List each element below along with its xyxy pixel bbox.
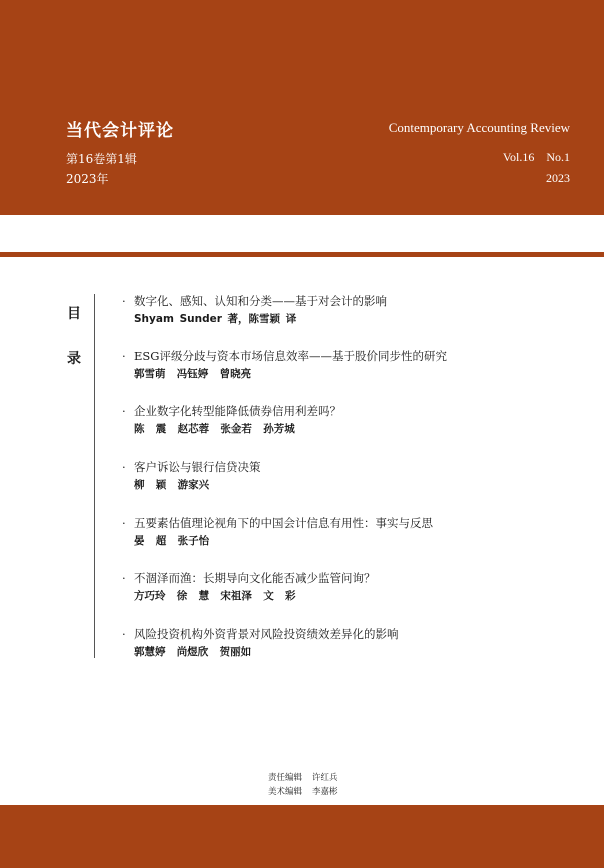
responsible-editor-name: 许红兵 [312, 773, 338, 783]
art-editor-name: 李嘉彬 [312, 787, 338, 797]
toc-item[interactable] [122, 349, 447, 381]
divider-rule [0, 252, 604, 257]
art-editor-label: 美术编辑 [268, 787, 303, 797]
article-authors: 郭雪萌 冯钰婷 曾晓亮 [134, 368, 252, 380]
article-authors: 方巧玲 徐 慧 宋祖泽 文 彩 [134, 590, 296, 602]
bullet: · [122, 571, 126, 585]
bullet: · [122, 627, 126, 641]
article-title: 风险投资机构外资背景对风险投资绩效差异化的影响 [134, 627, 399, 641]
toc-item[interactable] [122, 404, 341, 436]
article-title: 五要素估值理论视角下的中国会计信息有用性：事实与反思 [134, 516, 433, 530]
volume-en: Vol.16 No.1 [502, 150, 570, 164]
responsible-editor-label: 责任编辑 [268, 773, 303, 783]
article-authors: 郭慧婷 尚煜欣 贺丽如 [134, 646, 252, 658]
article-authors: Shyam Sunder 著，陈雪颖 译 [134, 313, 297, 325]
toc-item[interactable] [122, 571, 376, 603]
volume-cn: 第16卷第1辑 [66, 152, 137, 166]
article-authors: 柳 颖 游家兴 [134, 479, 210, 491]
article-title: 数字化、感知、认知和分类——基于对会计的影响 [134, 294, 387, 308]
year-en: 2023 [546, 171, 570, 185]
editor-credits [268, 771, 338, 799]
article-authors: 晏 超 张子怡 [134, 535, 210, 547]
toc-vertical-line [94, 294, 95, 658]
article-title: 企业数字化转型能降低债券信用利差吗？ [134, 404, 341, 418]
year-cn: 2023年 [66, 172, 109, 186]
toc-item[interactable] [122, 516, 433, 548]
bullet: · [122, 294, 126, 308]
article-title: 客户诉讼与银行信贷决策 [134, 460, 261, 474]
article-authors: 陈 震 赵芯蓉 张金若 孙芳城 [134, 423, 295, 435]
bullet: · [122, 349, 126, 363]
toc-heading-char-2: 录 [67, 351, 81, 367]
journal-title-en: Contemporary Accounting Review [388, 120, 570, 135]
bullet: · [122, 516, 126, 530]
journal-title-cn: 当代会计评论 [66, 121, 174, 141]
cover-bottom-band [0, 805, 604, 868]
toc-item[interactable] [122, 460, 261, 492]
article-title: ESG评级分歧与资本市场信息效率——基于股价同步性的研究 [134, 349, 447, 363]
toc-heading [64, 292, 84, 382]
cover-top-band [0, 0, 604, 215]
bullet: · [122, 404, 126, 418]
toc-heading-char-1: 目 [67, 306, 81, 322]
toc-item[interactable] [122, 627, 399, 659]
toc-item[interactable] [122, 294, 387, 326]
bullet: · [122, 460, 126, 474]
article-title: 不涸泽而渔：长期导向文化能否减少监管问询？ [134, 571, 376, 585]
